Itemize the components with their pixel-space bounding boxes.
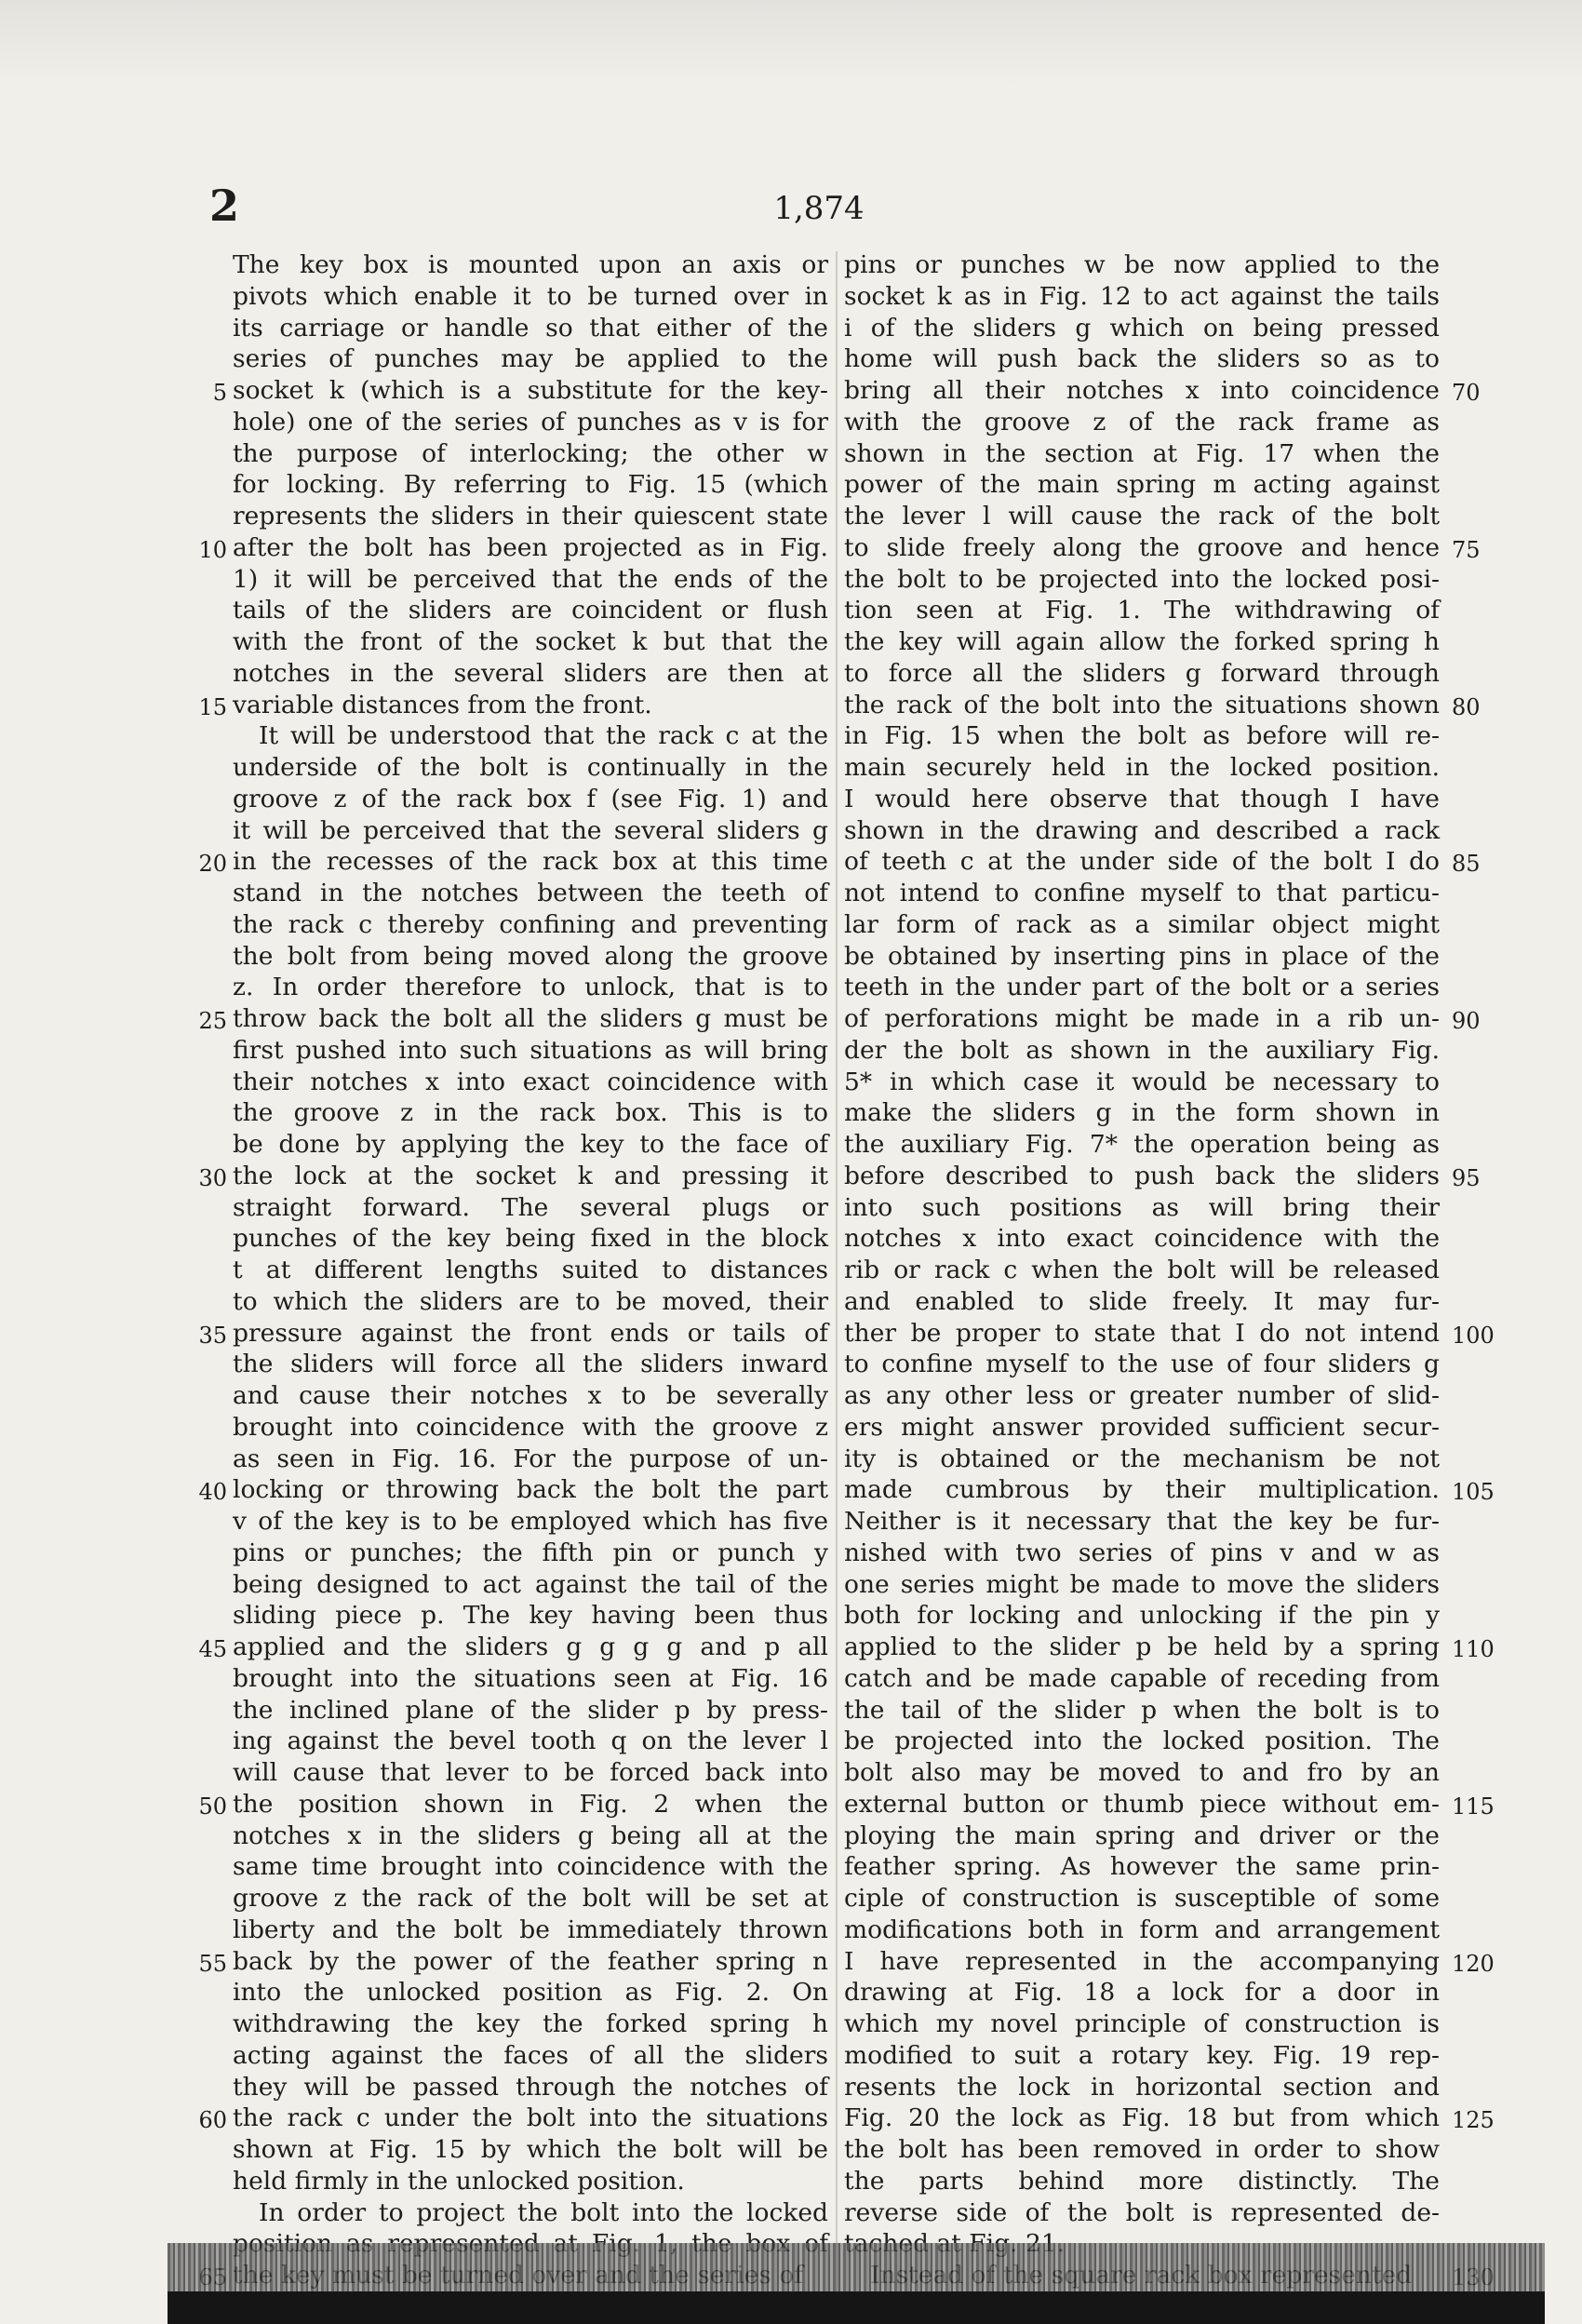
line-number-left: 20	[198, 851, 227, 878]
left-column-line: stand in the notches between the teeth of	[233, 879, 828, 907]
right-column-line: socket k as in Fig. 12 to act against the tails	[844, 281, 1440, 311]
right-column-line: and enabled to slide freely. It may fur-	[844, 1286, 1440, 1316]
right-column-line: main securely held in the locked position.	[844, 753, 1440, 782]
right-column-line: one series might be made to move the sliders	[844, 1569, 1440, 1599]
right-column-line: I have represented in the accompanying	[844, 1946, 1440, 1976]
left-column-line: will cause that lever to be forced back into	[233, 1758, 828, 1787]
left-column-line: the groove z in the rack box. This is to	[233, 1098, 828, 1128]
line-number-right: 85	[1452, 851, 1481, 878]
right-column-line: ciple of construction is susceptible of some	[844, 1884, 1440, 1913]
right-column-line: be projected into the locked position. The	[844, 1726, 1440, 1756]
left-column-line: groove z of the rack box f (see Fig. 1) and	[233, 784, 828, 813]
right-text-column	[844, 249, 1440, 2291]
line-number-right: 95	[1452, 1164, 1481, 1191]
left-text-column	[233, 249, 828, 2291]
left-column-line: shown at Fig. 15 by which the bolt will be	[233, 2135, 828, 2164]
right-column-line: i of the sliders g which on being pressed	[844, 313, 1440, 343]
right-column-line: I would here observe that though I have	[844, 784, 1440, 813]
right-column-line: reverse side of the bolt is represented de-	[844, 2197, 1440, 2227]
line-number-left: 40	[198, 1479, 227, 1506]
right-column-line: the lever l will cause the rack of the bolt	[844, 502, 1440, 531]
right-column-line: to slide freely along the groove and hence	[844, 532, 1440, 562]
left-column-line: variable distances from the front.	[233, 690, 652, 719]
left-column-line: the rack c thereby confining and preventing	[233, 909, 828, 939]
right-column-line: home will push back the sliders so as to	[844, 344, 1440, 374]
left-column-line: sliding piece p. The key having been thus	[233, 1601, 828, 1631]
right-column-line: the auxiliary Fig. 7* the operation being as	[844, 1130, 1440, 1159]
right-column-line: before described to push back the sliders	[844, 1161, 1440, 1190]
line-number-left: 5	[212, 380, 227, 406]
line-number-right: 100	[1452, 1322, 1495, 1349]
right-column-line: bolt also may be moved to and fro by an	[844, 1758, 1440, 1787]
right-column-line: of teeth c at the under side of the bolt I do	[844, 847, 1440, 877]
right-column-line: the bolt to be projected into the locked posi-	[844, 564, 1440, 594]
right-column-line: of perforations might be made in a rib un-	[844, 1004, 1440, 1033]
right-column-line: Fig. 20 the lock as Fig. 18 but from which	[844, 2103, 1440, 2133]
left-column-line: be done by applying the key to the face of	[233, 1130, 828, 1159]
left-column-line: the lock at the socket k and pressing it	[233, 1161, 828, 1190]
line-number-right: 105	[1452, 1479, 1495, 1506]
right-column-line: nished with two series of pins v and w as	[844, 1538, 1440, 1567]
left-column-line: straight forward. The several plugs or	[233, 1192, 828, 1222]
left-column-line: pressure against the front ends or tails of	[233, 1318, 828, 1348]
left-column-line: v of the key is to be employed which has five	[233, 1507, 828, 1536]
right-column-line: feather spring. As however the same prin-	[844, 1852, 1440, 1882]
right-column-line: ers might answer provided sufficient secur-	[844, 1412, 1440, 1442]
right-column-line: modified to suit a rotary key. Fig. 19 rep-	[844, 2040, 1440, 2070]
right-column-line: as any other less or greater number of slid-	[844, 1381, 1440, 1410]
left-column-line: pins or punches; the fifth pin or punch y	[233, 1538, 828, 1567]
line-number-left: 25	[198, 1008, 227, 1034]
line-number-right: 75	[1452, 536, 1481, 563]
left-column-line: into the unlocked position as Fig. 2. On	[233, 1978, 828, 2008]
left-column-line: liberty and the bolt be immediately thrown	[233, 1914, 828, 1944]
left-column-line: In order to project the bolt into the locked	[259, 2197, 828, 2227]
left-column-line: groove z the rack of the bolt will be set at	[233, 1884, 828, 1913]
left-column-line: notches in the several sliders are then at	[233, 658, 828, 688]
left-column-line: ing against the bevel tooth q on the lever l	[233, 1726, 828, 1756]
left-column-line: t at different lengths suited to distances	[233, 1256, 828, 1284]
left-column-line: represents the sliders in their quiescent state	[233, 502, 828, 531]
left-column-line: applied and the sliders g g g g and p all	[233, 1632, 828, 1661]
right-column-line: the bolt has been removed in order to show	[844, 2135, 1440, 2164]
line-number-right: 70	[1452, 380, 1481, 406]
line-number-right: 115	[1452, 1793, 1495, 1820]
left-column-line: It will be understood that the rack c at the	[259, 721, 828, 751]
left-column-line: tails of the sliders are coincident or flush	[233, 596, 828, 625]
right-column-line: teeth in the under part of the bolt or a series	[844, 973, 1440, 1002]
left-column-line: notches x in the sliders g being all at the	[233, 1820, 828, 1850]
right-column-line: to confine myself to the use of four sliders g	[844, 1350, 1440, 1379]
page-number: 2	[209, 181, 240, 231]
right-column-line: in Fig. 15 when the bolt as before will re-	[844, 721, 1440, 751]
left-column-line: it will be perceived that the several sliders g	[233, 815, 828, 845]
left-column-line: locking or throwing back the bolt the part	[233, 1475, 828, 1505]
left-column-line: back by the power of the feather spring n	[233, 1946, 828, 1976]
left-column-line: their notches x into exact coincidence with	[233, 1067, 828, 1096]
line-number-right: 90	[1452, 1008, 1481, 1034]
left-column-line: held firmly in the unlocked position.	[233, 2166, 685, 2196]
line-number-right: 125	[1452, 2107, 1495, 2134]
line-number-left: 15	[198, 693, 227, 720]
left-column-line: withdrawing the key the forked spring h	[233, 2009, 828, 2038]
left-column-line: punches of the key being fixed in the block	[233, 1224, 828, 1254]
right-column-line: ploying the main spring and driver or the	[844, 1820, 1440, 1850]
line-number-left: 10	[198, 536, 227, 563]
left-column-line: the purpose of interlocking; the other w	[233, 438, 828, 468]
right-column-line: 5* in which case it would be necessary to	[844, 1067, 1440, 1096]
left-column-line: the bolt from being moved along the groove	[233, 941, 828, 971]
left-column-line: they will be passed through the notches of	[233, 2072, 828, 2102]
left-column-line: throw back the bolt all the sliders g must be	[233, 1004, 828, 1033]
line-number-right: 120	[1452, 1950, 1495, 1977]
right-column-line: with the groove z of the rack frame as	[844, 407, 1440, 437]
left-column-line: the rack c under the bolt into the situations	[233, 2103, 828, 2133]
left-column-line: the position shown in Fig. 2 when the	[233, 1789, 828, 1819]
right-column-line: external button or thumb piece without em-	[844, 1789, 1440, 1819]
left-column-line: series of punches may be applied to the	[233, 344, 828, 374]
left-column-line: the sliders will force all the sliders inward	[233, 1350, 828, 1379]
line-number-left: 45	[198, 1636, 227, 1662]
right-column-line: into such positions as will bring their	[844, 1192, 1440, 1222]
right-column-line: rib or rack c when the bolt will be released	[844, 1256, 1440, 1284]
line-number-left: 30	[198, 1164, 227, 1191]
left-column-line: underside of the bolt is continually in the	[233, 753, 828, 782]
left-column-line: pivots which enable it to be turned over in	[233, 281, 828, 311]
left-column-line: The key box is mounted upon an axis or	[233, 250, 828, 279]
scan-top-edge	[0, 0, 1582, 84]
right-column-line: power of the main spring m acting against	[844, 470, 1440, 500]
line-number-left: 60	[198, 2107, 227, 2134]
left-column-line: to which the sliders are to be moved, their	[233, 1286, 828, 1316]
left-column-line: z. In order therefore to unlock, that is to	[233, 973, 828, 1002]
left-column-line: its carriage or handle so that either of the	[233, 313, 828, 343]
left-column-line: in the recesses of the rack box at this time	[233, 847, 828, 877]
right-column-line: made cumbrous by their multiplication.	[844, 1475, 1440, 1505]
right-column-line: both for locking and unlocking if the pin y	[844, 1601, 1440, 1631]
left-column-line: first pushed into such situations as will bring	[233, 1035, 828, 1065]
right-column-line: tion seen at Fig. 1. The withdrawing of	[844, 596, 1440, 625]
right-column-line: resents the lock in horizontal section and	[844, 2072, 1440, 2102]
right-column-line: Neither is it necessary that the key be fur-	[844, 1507, 1440, 1536]
left-column-line: for locking. By referring to Fig. 15 (which	[233, 470, 828, 500]
right-column-line: der the bolt as shown in the auxiliary Fig.	[844, 1035, 1440, 1065]
line-number-right: 110	[1452, 1636, 1495, 1662]
right-column-line: catch and be made capable of receding from	[844, 1663, 1440, 1693]
right-column-line: ther be proper to state that I do not intend	[844, 1318, 1440, 1348]
left-column-line: acting against the faces of all the sliders	[233, 2040, 828, 2070]
right-column-line: shown in the section at Fig. 17 when the	[844, 438, 1440, 468]
line-number-left: 55	[198, 1950, 227, 1977]
scan-border	[168, 2291, 1545, 2324]
right-column-line: drawing at Fig. 18 a lock for a door in	[844, 1978, 1440, 2008]
left-column-line: as seen in Fig. 16. For the purpose of un-	[233, 1444, 828, 1473]
left-column-line: the inclined plane of the slider p by press-	[233, 1695, 828, 1725]
right-column-line: be obtained by inserting pins in place of the	[844, 941, 1440, 971]
left-column-line: 1) it will be perceived that the ends of the	[233, 564, 828, 594]
line-number-right: 80	[1452, 693, 1481, 720]
left-column-line: same time brought into coincidence with the	[233, 1852, 828, 1882]
right-column-line: modifications both in form and arrangement	[844, 1914, 1440, 1944]
right-column-line: make the sliders g in the form shown in	[844, 1098, 1440, 1128]
scan-artifact	[168, 2243, 1545, 2291]
column-divider	[836, 251, 838, 2299]
right-column-line: bring all their notches x into coincidence	[844, 376, 1440, 405]
right-column-line: the rack of the bolt into the situations shown	[844, 690, 1440, 719]
left-column-line: brought into coincidence with the groove z	[233, 1412, 828, 1442]
right-column-line: to force all the sliders g forward through	[844, 658, 1440, 688]
right-column-line: pins or punches w be now applied to the	[844, 250, 1440, 279]
line-number-left: 35	[198, 1322, 227, 1349]
right-column-line: the parts behind more distinctly. The	[844, 2166, 1440, 2196]
right-column-line: the key will again allow the forked spring h	[844, 627, 1440, 656]
right-column-line: ity is obtained or the mechanism be not	[844, 1444, 1440, 1473]
left-column-line: being designed to act against the tail of the	[233, 1569, 828, 1599]
right-column-line: notches x into exact coincidence with the	[844, 1224, 1440, 1254]
right-column-line: not intend to confine myself to that particu-	[844, 879, 1440, 907]
line-number-left: 50	[198, 1793, 227, 1820]
patent-number: 1,874	[773, 190, 865, 227]
right-column-line: the tail of the slider p when the bolt is to	[844, 1695, 1440, 1725]
right-column-line: shown in the drawing and described a rack	[844, 815, 1440, 845]
left-column-line: brought into the situations seen at Fig. 16	[233, 1663, 828, 1693]
left-column-line: socket k (which is a substitute for the key-	[233, 376, 828, 405]
right-column-line: lar form of rack as a similar object might	[844, 909, 1440, 939]
right-column-line: which my novel principle of construction is	[844, 2009, 1440, 2038]
right-column-line: applied to the slider p be held by a spring	[844, 1632, 1440, 1661]
left-column-line: hole) one of the series of punches as v is for	[233, 407, 828, 437]
left-column-line: with the front of the socket k but that the	[233, 627, 828, 656]
left-column-line: and cause their notches x to be severally	[233, 1381, 828, 1410]
left-column-line: after the bolt has been projected as in Fig.	[233, 532, 828, 562]
